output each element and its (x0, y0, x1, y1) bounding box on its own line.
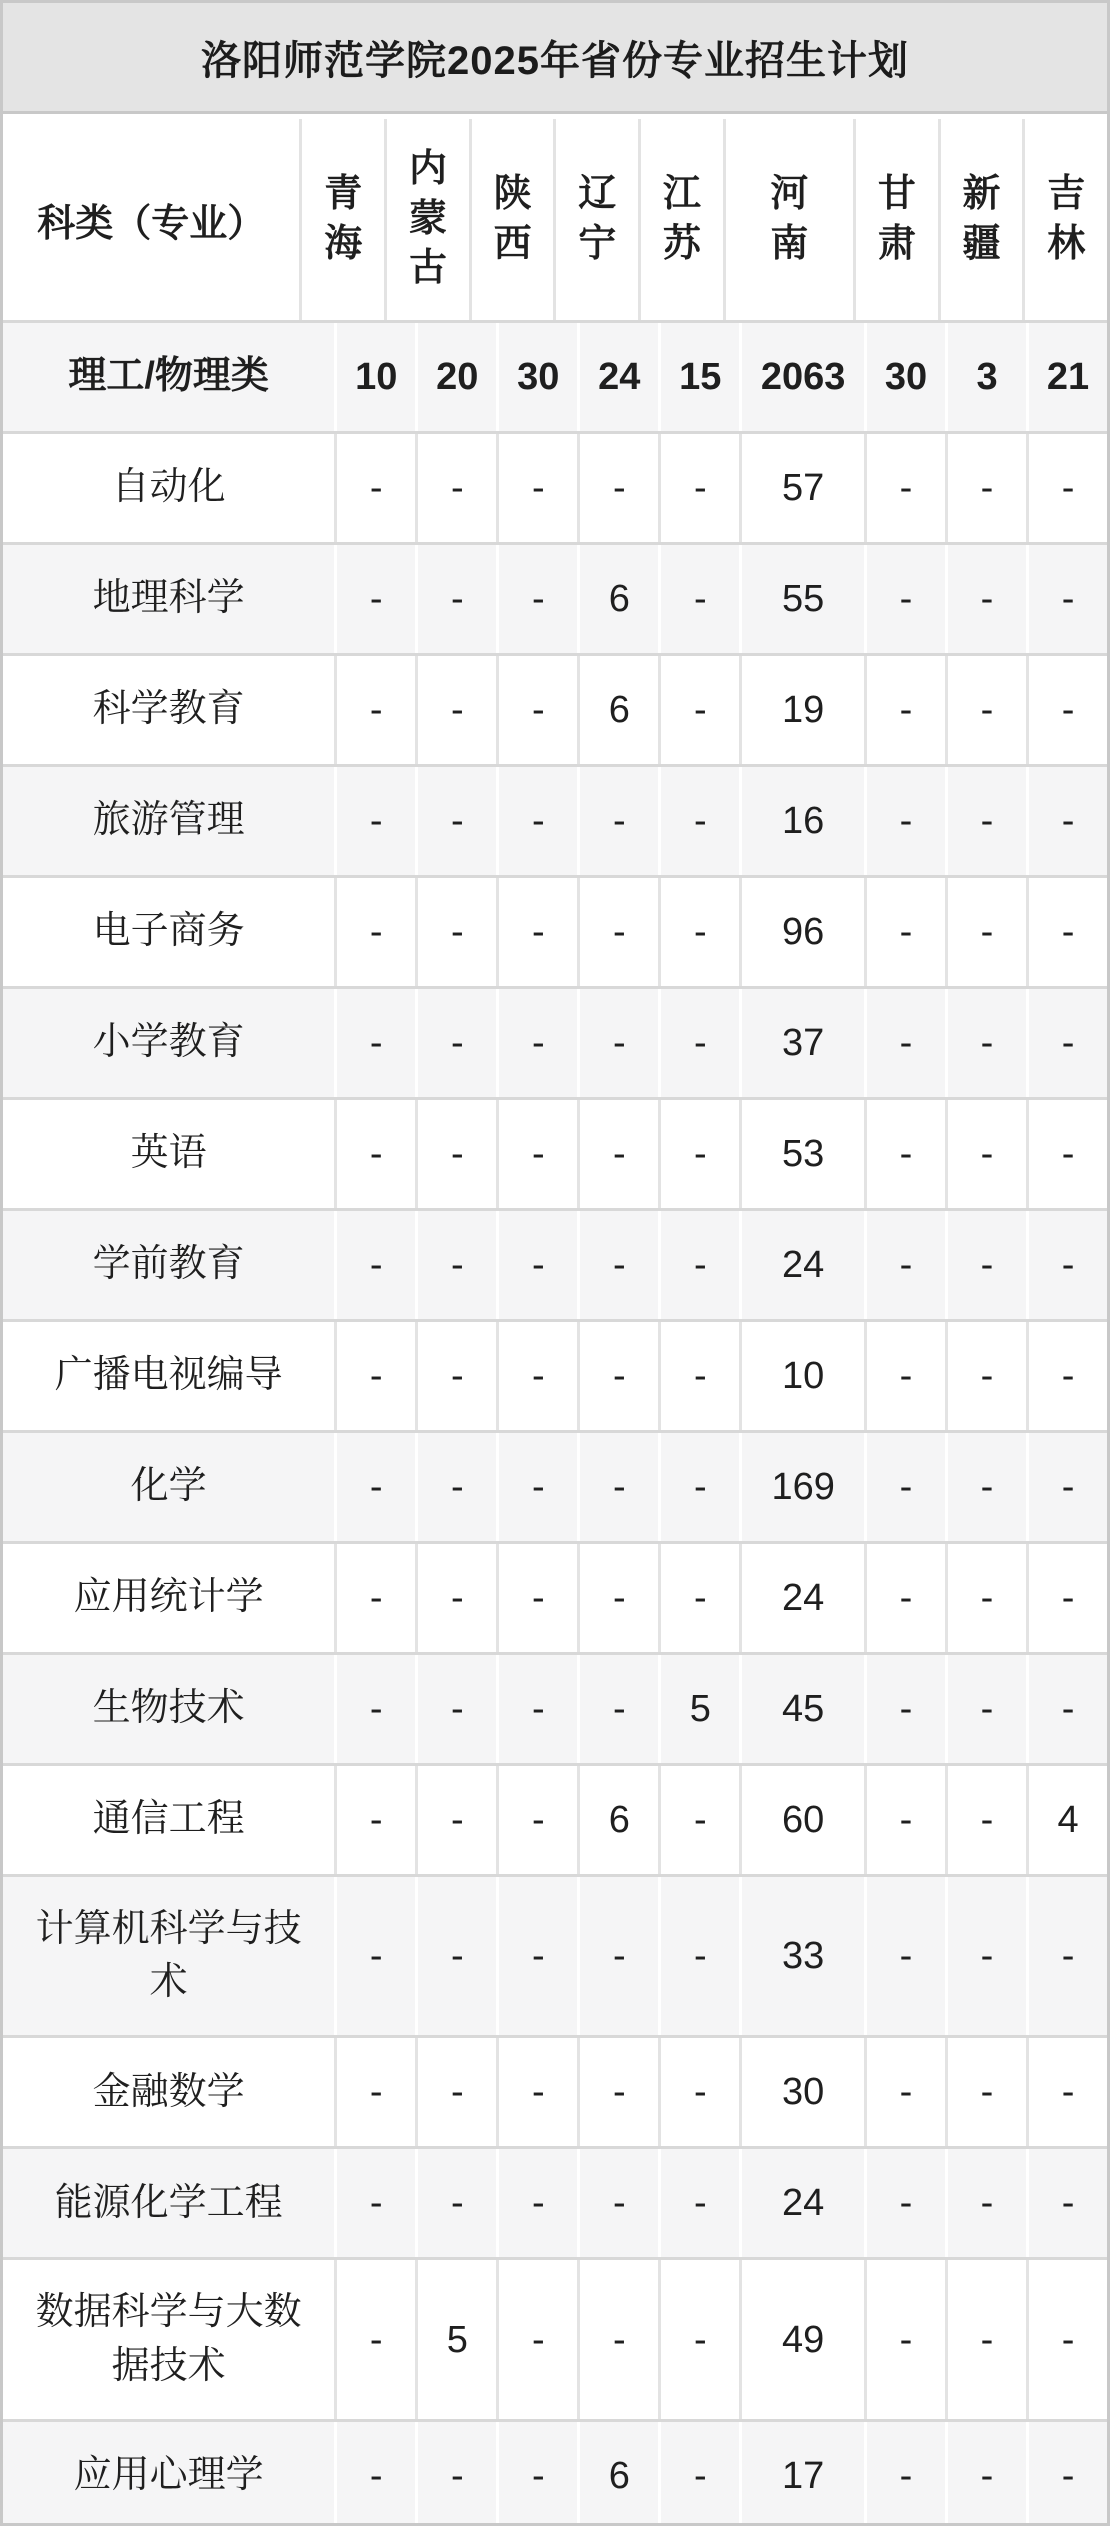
major-label: 应用心理学 (73, 2454, 264, 2497)
value-cell-henan: 57 (739, 434, 864, 542)
table-row (3, 1652, 1107, 1763)
value-cell-henan: 96 (739, 878, 864, 986)
value-cell-gansu: - (864, 1544, 945, 1652)
value-cell-jiangsu: 5 (658, 1655, 739, 1763)
value-cell-henan: 53 (739, 1100, 864, 1208)
province-header-cell-henan (723, 119, 853, 320)
value-cell-henan: 24 (739, 2149, 864, 2257)
value-cell-shaanxi: - (496, 1322, 577, 1430)
value-cell-qinghai: - (334, 434, 415, 542)
value-cell-shaanxi: - (496, 1433, 577, 1541)
province-header-label: 甘肃 (877, 173, 916, 265)
major-label-cell (3, 2422, 334, 2526)
major-label-cell (3, 434, 334, 542)
value-cell-jilin: - (1026, 2038, 1107, 2146)
value-cell-liaoning: 6 (577, 1766, 658, 1874)
value-cell-xinjiang: 3 (945, 323, 1026, 431)
province-header-cell-gansu (853, 119, 938, 320)
value-cell-qinghai: - (334, 2149, 415, 2257)
value-cell-gansu: - (864, 1211, 945, 1319)
major-label-cell (3, 1655, 334, 1763)
value-cell-jiangsu: 15 (658, 323, 739, 431)
value-cell-qinghai: - (334, 989, 415, 1097)
major-label-cell (3, 1877, 334, 2035)
value-cell-neimenggu: - (415, 2422, 496, 2526)
value-cell-gansu: - (864, 1877, 945, 2035)
value-cell-xinjiang: - (945, 1877, 1026, 2035)
value-cell-neimenggu: - (415, 989, 496, 1097)
value-cell-shaanxi: - (496, 1877, 577, 2035)
value-cell-liaoning: - (577, 767, 658, 875)
value-cell-jiangsu: - (658, 2038, 739, 2146)
value-cell-liaoning: - (577, 1211, 658, 1319)
table-row (3, 1208, 1107, 1319)
major-label: 地理科学 (92, 577, 245, 620)
value-cell-xinjiang: - (945, 1655, 1026, 1763)
value-cell-shaanxi: - (496, 2260, 577, 2418)
value-cell-neimenggu: - (415, 434, 496, 542)
value-cell-jiangsu: - (658, 1544, 739, 1652)
major-label-cell (3, 1433, 334, 1541)
major-label-cell (3, 545, 334, 653)
table-header-row (3, 114, 1107, 320)
table-row (3, 875, 1107, 986)
major-label: 能源化学工程 (54, 2181, 283, 2224)
value-cell-liaoning: - (577, 1100, 658, 1208)
major-label-cell (3, 989, 334, 1097)
value-cell-neimenggu: - (415, 1766, 496, 1874)
value-cell-neimenggu: - (415, 1877, 496, 2035)
major-label: 科学教育 (92, 688, 245, 731)
value-cell-jilin: - (1026, 1877, 1107, 2035)
value-cell-jilin: - (1026, 2149, 1107, 2257)
value-cell-jiangsu: - (658, 2422, 739, 2526)
table-row (3, 764, 1107, 875)
value-cell-neimenggu: - (415, 1544, 496, 1652)
value-cell-shaanxi: - (496, 1211, 577, 1319)
value-cell-qinghai: - (334, 1100, 415, 1208)
value-cell-jiangsu: - (658, 656, 739, 764)
corner-header-cell (3, 119, 299, 320)
value-cell-shaanxi: - (496, 2038, 577, 2146)
value-cell-jilin: - (1026, 1322, 1107, 1430)
value-cell-qinghai: 10 (334, 323, 415, 431)
major-label: 自动化 (111, 466, 226, 509)
major-label: 应用统计学 (73, 1576, 264, 1619)
value-cell-gansu: - (864, 1766, 945, 1874)
value-cell-gansu: - (864, 1322, 945, 1430)
value-cell-gansu: - (864, 767, 945, 875)
value-cell-shaanxi: - (496, 989, 577, 1097)
table-row (3, 1541, 1107, 1652)
value-cell-jiangsu: - (658, 2149, 739, 2257)
value-cell-qinghai: - (334, 1322, 415, 1430)
value-cell-neimenggu: - (415, 878, 496, 986)
value-cell-gansu: - (864, 545, 945, 653)
value-cell-shaanxi: 30 (496, 323, 577, 431)
province-header-label: 吉林 (1047, 173, 1086, 265)
value-cell-liaoning: - (577, 434, 658, 542)
table-row (3, 653, 1107, 764)
major-label: 理工/物理类 (68, 355, 269, 398)
value-cell-liaoning: 6 (577, 656, 658, 764)
value-cell-shaanxi: - (496, 1544, 577, 1652)
table-row (3, 1874, 1107, 2035)
value-cell-liaoning: - (577, 2260, 658, 2418)
value-cell-gansu: - (864, 1100, 945, 1208)
major-label-cell (3, 1322, 334, 1430)
value-cell-xinjiang: - (945, 2422, 1026, 2526)
value-cell-gansu: - (864, 2038, 945, 2146)
value-cell-jilin: - (1026, 878, 1107, 986)
major-label-cell (3, 323, 334, 431)
value-cell-henan: 45 (739, 1655, 864, 1763)
province-header-label: 江苏 (662, 173, 701, 265)
major-label-cell (3, 767, 334, 875)
value-cell-henan: 33 (739, 1877, 864, 2035)
value-cell-shaanxi: - (496, 656, 577, 764)
value-cell-jilin: - (1026, 1433, 1107, 1541)
table-row (3, 2035, 1107, 2146)
table-row (3, 320, 1107, 431)
value-cell-gansu: - (864, 1433, 945, 1541)
province-header-cell-qinghai (299, 119, 384, 320)
major-label: 旅游管理 (92, 799, 245, 842)
value-cell-neimenggu: 20 (415, 323, 496, 431)
value-cell-jilin: - (1026, 1100, 1107, 1208)
value-cell-neimenggu: - (415, 545, 496, 653)
province-header-label: 内蒙古 (408, 148, 447, 290)
value-cell-jilin: - (1026, 656, 1107, 764)
value-cell-qinghai: - (334, 1211, 415, 1319)
province-header-label: 新疆 (962, 173, 1001, 265)
value-cell-qinghai: - (334, 1766, 415, 1874)
value-cell-henan: 24 (739, 1544, 864, 1652)
value-cell-shaanxi: - (496, 1655, 577, 1763)
value-cell-jiangsu: - (658, 1433, 739, 1541)
value-cell-jiangsu: - (658, 2260, 739, 2418)
table-row (3, 1319, 1107, 1430)
value-cell-qinghai: - (334, 2260, 415, 2418)
value-cell-jiangsu: - (658, 1100, 739, 1208)
value-cell-neimenggu: - (415, 1322, 496, 1430)
table-row (3, 2257, 1107, 2418)
value-cell-shaanxi: - (496, 545, 577, 653)
value-cell-shaanxi: - (496, 2422, 577, 2526)
value-cell-jiangsu: - (658, 545, 739, 653)
value-cell-jiangsu: - (658, 767, 739, 875)
value-cell-qinghai: - (334, 1544, 415, 1652)
province-header-cell-neimenggu (384, 119, 469, 320)
major-label-cell (3, 2260, 334, 2418)
value-cell-neimenggu: - (415, 767, 496, 875)
value-cell-jilin: - (1026, 2422, 1107, 2526)
province-header-label: 青海 (324, 173, 363, 265)
table-row (3, 2146, 1107, 2257)
value-cell-xinjiang: - (945, 878, 1026, 986)
value-cell-xinjiang: - (945, 989, 1026, 1097)
major-label: 广播电视编导 (54, 1354, 283, 1397)
value-cell-xinjiang: - (945, 767, 1026, 875)
table-row (3, 1430, 1107, 1541)
table-row (3, 2419, 1107, 2526)
value-cell-xinjiang: - (945, 1433, 1026, 1541)
major-label-cell (3, 656, 334, 764)
value-cell-xinjiang: - (945, 2038, 1026, 2146)
value-cell-liaoning: 6 (577, 545, 658, 653)
value-cell-shaanxi: - (496, 1766, 577, 1874)
value-cell-qinghai: - (334, 2038, 415, 2146)
value-cell-henan: 24 (739, 1211, 864, 1319)
value-cell-qinghai: - (334, 878, 415, 986)
value-cell-xinjiang: - (945, 1544, 1026, 1652)
corner-header-label: 科类（专业） (37, 203, 266, 245)
value-cell-neimenggu: - (415, 2038, 496, 2146)
value-cell-gansu: - (864, 2149, 945, 2257)
value-cell-henan: 16 (739, 767, 864, 875)
value-cell-qinghai: - (334, 1877, 415, 2035)
table-body (3, 320, 1107, 2526)
value-cell-shaanxi: - (496, 434, 577, 542)
value-cell-liaoning: - (577, 2149, 658, 2257)
value-cell-qinghai: - (334, 1433, 415, 1541)
enrollment-table (3, 114, 1107, 2526)
value-cell-xinjiang: - (945, 1766, 1026, 1874)
value-cell-xinjiang: - (945, 545, 1026, 653)
value-cell-henan: 169 (739, 1433, 864, 1541)
title-bar (3, 3, 1107, 114)
value-cell-henan: 55 (739, 545, 864, 653)
table-row (3, 986, 1107, 1097)
value-cell-henan: 49 (739, 2260, 864, 2418)
major-label-cell (3, 878, 334, 986)
value-cell-qinghai: - (334, 1655, 415, 1763)
value-cell-jilin: - (1026, 1544, 1107, 1652)
value-cell-liaoning: - (577, 878, 658, 986)
value-cell-xinjiang: - (945, 1100, 1026, 1208)
value-cell-shaanxi: - (496, 2149, 577, 2257)
value-cell-jilin: - (1026, 767, 1107, 875)
major-label-cell (3, 2038, 334, 2146)
major-label-cell (3, 1211, 334, 1319)
value-cell-jilin: - (1026, 1655, 1107, 1763)
table-row (3, 1763, 1107, 1874)
value-cell-gansu: - (864, 2260, 945, 2418)
value-cell-neimenggu: - (415, 1655, 496, 1763)
table-row (3, 431, 1107, 542)
value-cell-gansu: - (864, 1655, 945, 1763)
value-cell-liaoning: - (577, 1655, 658, 1763)
major-label: 小学教育 (92, 1021, 245, 1064)
major-label-cell (3, 1544, 334, 1652)
value-cell-neimenggu: - (415, 1100, 496, 1208)
value-cell-henan: 2063 (739, 323, 864, 431)
value-cell-gansu: - (864, 878, 945, 986)
value-cell-jilin: - (1026, 2260, 1107, 2418)
value-cell-qinghai: - (334, 656, 415, 764)
major-label: 通信工程 (92, 1798, 245, 1841)
province-header-cell-xinjiang (938, 119, 1023, 320)
major-label: 英语 (130, 1132, 207, 1175)
value-cell-jilin: - (1026, 1211, 1107, 1319)
value-cell-neimenggu: - (415, 1433, 496, 1541)
value-cell-liaoning: - (577, 2038, 658, 2146)
value-cell-liaoning: - (577, 1877, 658, 2035)
value-cell-liaoning: - (577, 1544, 658, 1652)
major-label-cell (3, 1100, 334, 1208)
value-cell-xinjiang: - (945, 1322, 1026, 1430)
value-cell-neimenggu: 5 (415, 2260, 496, 2418)
major-label: 生物技术 (92, 1687, 245, 1730)
value-cell-liaoning: - (577, 1433, 658, 1541)
major-label: 数据科学与大数据技术 (35, 2291, 302, 2387)
province-header-label: 河南 (770, 173, 809, 265)
value-cell-jiangsu: - (658, 434, 739, 542)
value-cell-gansu: - (864, 434, 945, 542)
value-cell-liaoning: 6 (577, 2422, 658, 2526)
major-label: 计算机科学与技术 (35, 1908, 302, 2004)
value-cell-jiangsu: - (658, 989, 739, 1097)
major-label-cell (3, 1766, 334, 1874)
value-cell-gansu: - (864, 656, 945, 764)
value-cell-gansu: - (864, 989, 945, 1097)
value-cell-henan: 17 (739, 2422, 864, 2526)
value-cell-jiangsu: - (658, 1877, 739, 2035)
value-cell-henan: 37 (739, 989, 864, 1097)
value-cell-shaanxi: - (496, 1100, 577, 1208)
value-cell-xinjiang: - (945, 2260, 1026, 2418)
value-cell-henan: 60 (739, 1766, 864, 1874)
value-cell-jilin: - (1026, 545, 1107, 653)
province-header-cell-jilin (1022, 119, 1107, 320)
value-cell-qinghai: - (334, 2422, 415, 2526)
value-cell-gansu: - (864, 2422, 945, 2526)
value-cell-jilin: - (1026, 434, 1107, 542)
value-cell-jilin: 4 (1026, 1766, 1107, 1874)
value-cell-henan: 30 (739, 2038, 864, 2146)
value-cell-xinjiang: - (945, 656, 1026, 764)
province-header-cell-liaoning (553, 119, 638, 320)
value-cell-jilin: - (1026, 989, 1107, 1097)
value-cell-qinghai: - (334, 767, 415, 875)
value-cell-henan: 10 (739, 1322, 864, 1430)
value-cell-neimenggu: - (415, 2149, 496, 2257)
major-label-cell (3, 2149, 334, 2257)
value-cell-liaoning: - (577, 989, 658, 1097)
province-header-label: 陕西 (493, 173, 532, 265)
value-cell-gansu: 30 (864, 323, 945, 431)
value-cell-liaoning: - (577, 1322, 658, 1430)
value-cell-neimenggu: - (415, 656, 496, 764)
value-cell-liaoning: 24 (577, 323, 658, 431)
province-header-cell-shaanxi (469, 119, 554, 320)
table-row (3, 542, 1107, 653)
value-cell-shaanxi: - (496, 767, 577, 875)
value-cell-xinjiang: - (945, 434, 1026, 542)
value-cell-qinghai: - (334, 545, 415, 653)
value-cell-jiangsu: - (658, 878, 739, 986)
value-cell-jiangsu: - (658, 1766, 739, 1874)
value-cell-jiangsu: - (658, 1211, 739, 1319)
value-cell-shaanxi: - (496, 878, 577, 986)
province-header-cell-jiangsu (638, 119, 723, 320)
value-cell-jilin: 21 (1026, 323, 1107, 431)
value-cell-henan: 19 (739, 656, 864, 764)
major-label: 金融数学 (92, 2070, 245, 2113)
major-label: 化学 (130, 1465, 207, 1508)
major-label: 学前教育 (92, 1243, 245, 1286)
value-cell-xinjiang: - (945, 2149, 1026, 2257)
table-row (3, 1097, 1107, 1208)
value-cell-xinjiang: - (945, 1211, 1026, 1319)
value-cell-neimenggu: - (415, 1211, 496, 1319)
value-cell-jiangsu: - (658, 1322, 739, 1430)
major-label: 电子商务 (92, 910, 245, 953)
province-header-label: 辽宁 (578, 173, 617, 265)
page-title: 洛阳师范学院2025年省份专业招生计划 (201, 38, 909, 83)
